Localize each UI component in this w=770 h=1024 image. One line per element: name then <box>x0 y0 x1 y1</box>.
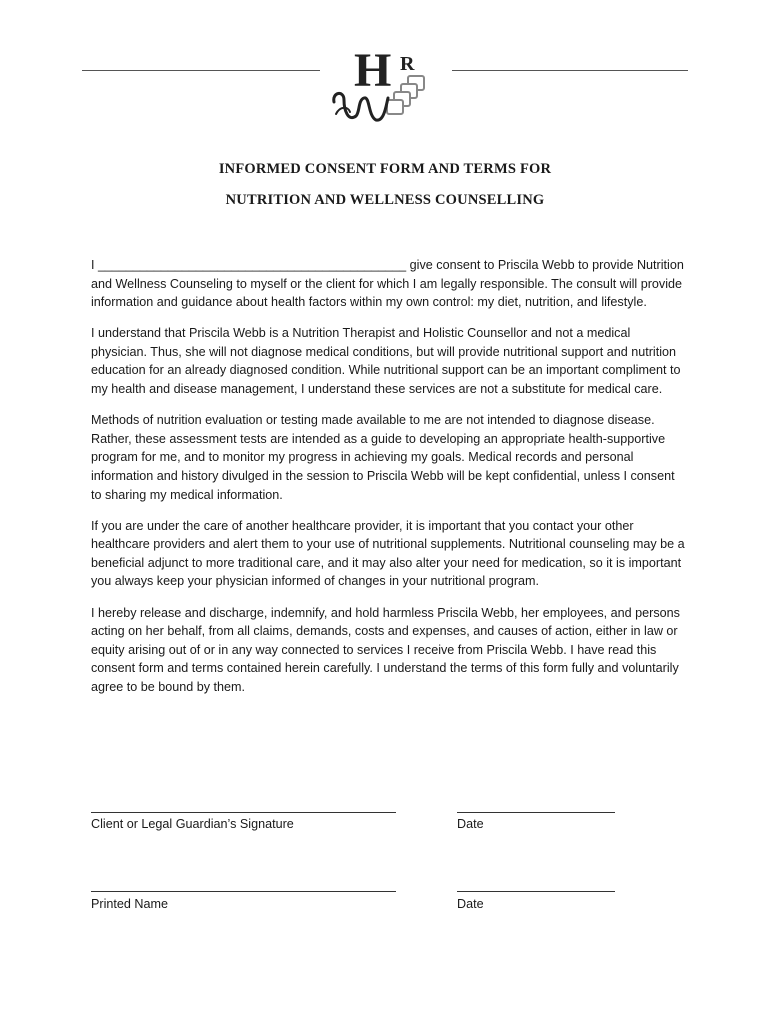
paragraph-methods: Methods of nutrition evaluation or testing made available to me are not intended to diagnose disease. Rather, these assessment tests are intended as a guide to developing an appropriate health-supportive program for me, and to monitor my progress in achieving my goals. Medical records and personal information and history divulged in the session to Priscila Webb will be kept confidential, unless I consent to sharing my medical information. <box>91 413 675 502</box>
date-line-2[interactable] <box>457 891 615 892</box>
hrw-logo <box>330 40 435 130</box>
printed-name-line[interactable] <box>91 891 396 892</box>
paragraph-release: I hereby release and discharge, indemnify, and hold harmless Priscila Webb, her employees, and persons acting on her behalf, from all claims, demands, costs and expenses, and causes of action, either in law or equity arising out of or in any way connected to services I receive from Priscila Webb. I have read this consent form and terms contained herein carefully. I understand the terms of this form fully and voluntarily agree to be bound by them. <box>91 605 680 694</box>
signature-line[interactable] <box>91 812 396 813</box>
signature-label: Client or Legal Guardian’s Signature <box>91 817 294 831</box>
date-label-1: Date <box>457 817 484 831</box>
paragraph-consent: I ____________________________________________ give consent to Priscila Webb to provide Nutrition and Wellness Counseling to myself or the client for which I am legally responsible. The consult will provide information and guidance about health factors within my own control: my diet, nutrition, and lifestyle. <box>91 258 684 310</box>
paragraph-other-providers: If you are under the care of another healthcare provider, it is important that you contact your other healthcare providers and alert them to your use of nutritional supplements. Nutritional counseling may be a beneficial adjunct to more traditional care, and it may also alter your need for medication, so it is important you always keep your physician informed of changes in your nutritional program. <box>91 518 685 589</box>
form-title-line-2: NUTRITION AND WELLNESS COUNSELLING <box>225 192 545 208</box>
date-line-1[interactable] <box>457 812 615 813</box>
header-rule-left <box>82 70 320 71</box>
printed-name-label: Printed Name <box>91 897 168 911</box>
date-label-2: Date <box>457 897 484 911</box>
svg-text:R: R <box>400 53 415 75</box>
svg-text:H: H <box>354 44 392 97</box>
form-title-line-1: INFORMED CONSENT FORM AND TERMS FOR <box>218 161 552 177</box>
paragraph-practitioner: I understand that Priscila Webb is a Nutrition Therapist and Holistic Counsellor and not a medical physician. Thus, she will not diagnose medical conditions, but will provide nutritional support and nutrition education for an already diagnosed condition. While nutritional support can be an important compliment to my health and disease management, I understand these services are not a substitute for medical care. <box>91 326 681 397</box>
consent-body <box>91 256 686 709</box>
header-rule-right <box>452 70 688 71</box>
